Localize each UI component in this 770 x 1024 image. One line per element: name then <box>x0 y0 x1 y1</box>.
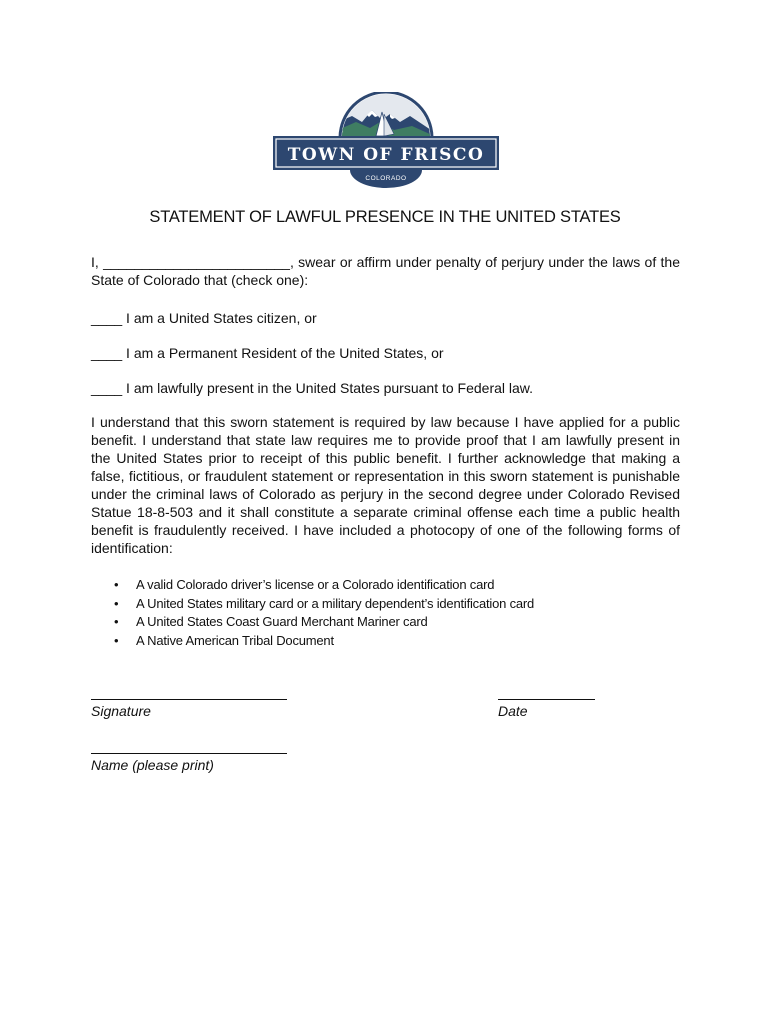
acknowledgement-paragraph: I understand that this sworn statement is required by law because I have applied for a public benefit. I understand that state law requires me to provide proof that I am lawfully present in the United States prior to receipt of this public benefit. I further acknowledge that making a false, fictitious, or fraudulent statement or representation in this sworn statement is punishable under the criminal laws of Colorado as perjury in the second degree under Colorado Revised Statue 18-8-503 and it shall constitute a separate criminal offense each time a public health benefit is fraudulently received. I have included a photocopy of one of the following forms of identification: <box>91 414 680 556</box>
logo-subtitle: COLORADO <box>365 175 407 182</box>
signature-label: Signature <box>91 703 151 719</box>
document-title: STATEMENT OF LAWFUL PRESENCE IN THE UNITED STATES <box>149 208 621 226</box>
intro-statement: I, ________________________, swear or affirm under penalty of perjury under the laws of the State of Colorado that (check one): <box>91 254 680 288</box>
printed-name-line <box>91 743 287 754</box>
date-label: Date <box>498 703 528 719</box>
choice-lawfully-present: ____ I am lawfully present in the United States pursuant to Federal law. <box>91 380 534 396</box>
printed-name-label: Name (please print) <box>91 757 214 773</box>
list-item: • A United States Coast Guard Merchant Mariner card <box>110 613 534 632</box>
date-line <box>498 689 595 700</box>
signature-line <box>91 689 287 700</box>
signature-block <box>91 689 287 719</box>
date-block <box>498 689 595 719</box>
town-of-frisco-logo <box>272 92 500 188</box>
choice-permanent-resident: ____ I am a Permanent Resident of the United States, or <box>91 345 444 361</box>
list-item: • A United States military card or a military dependent’s identification card <box>110 595 534 614</box>
logo-wordmark: TOWN OF FRISCO <box>287 145 485 165</box>
printed-name-block <box>91 743 287 773</box>
list-item: • A valid Colorado driver’s license or a Colorado identification card <box>110 576 534 595</box>
choice-us-citizen: ____ I am a United States citizen, or <box>91 310 317 326</box>
list-item: • A Native American Tribal Document <box>110 632 534 651</box>
identification-forms-list <box>110 576 534 651</box>
